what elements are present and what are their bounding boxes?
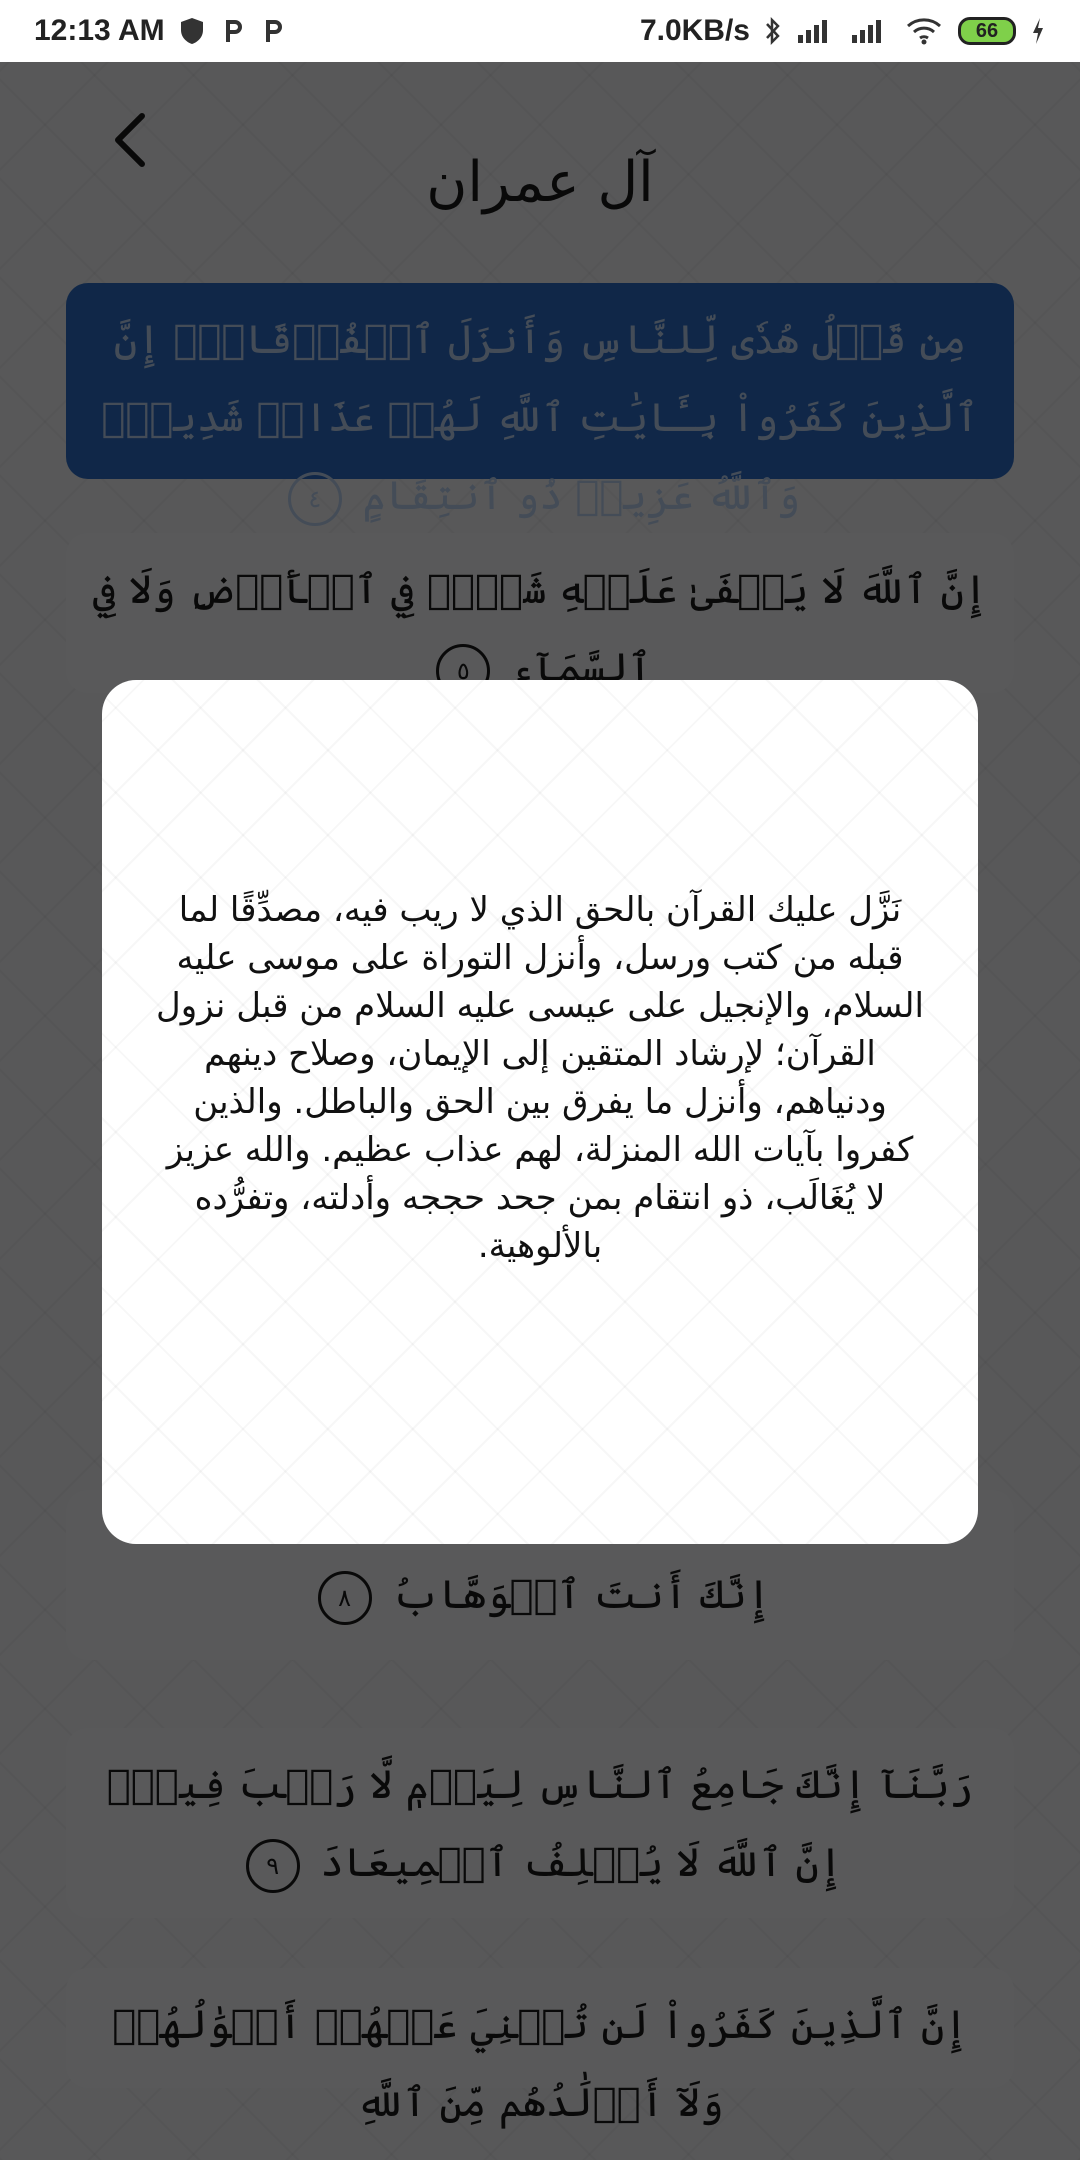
signal-icon: [796, 17, 836, 45]
network-speed: 7.0KB/s: [639, 14, 750, 47]
tafsir-text: نَزَّل عليك القرآن بالحق الذي لا ريب فيه، مصدِّقًا لما قبله من كتب ورسل، وأنزل التوراة على موسى عليه السلام، والإنجيل على عيسى عليه السلام من قبل نزول القرآن؛ لإرشاد المتقين إلى الإيمان، وصلاح دينهم ودنياهم، وأنزل ما يفرق بين الحق والباطل. والذين كفروا بآيات الله المنزلة، لهم عذاب عظيم. والله عزيز لا يُغَالَب، ذو انتقام بمن جحد حججه وأدلته، وتفرُّده بالألوهية.: [156, 890, 924, 1266]
p-notification-icon: [219, 16, 245, 46]
tafsir-dialog: [102, 680, 978, 1544]
charging-icon: [1030, 16, 1046, 46]
signal-icon: [850, 17, 890, 45]
status-time: 12:13 AM: [34, 14, 165, 47]
battery-indicator: 66: [958, 17, 1016, 45]
p-notification-icon: [259, 16, 285, 46]
shield-icon: [179, 16, 205, 46]
status-bar: [0, 0, 1080, 62]
bluetooth-icon: [764, 16, 782, 46]
wifi-icon: [904, 16, 944, 46]
